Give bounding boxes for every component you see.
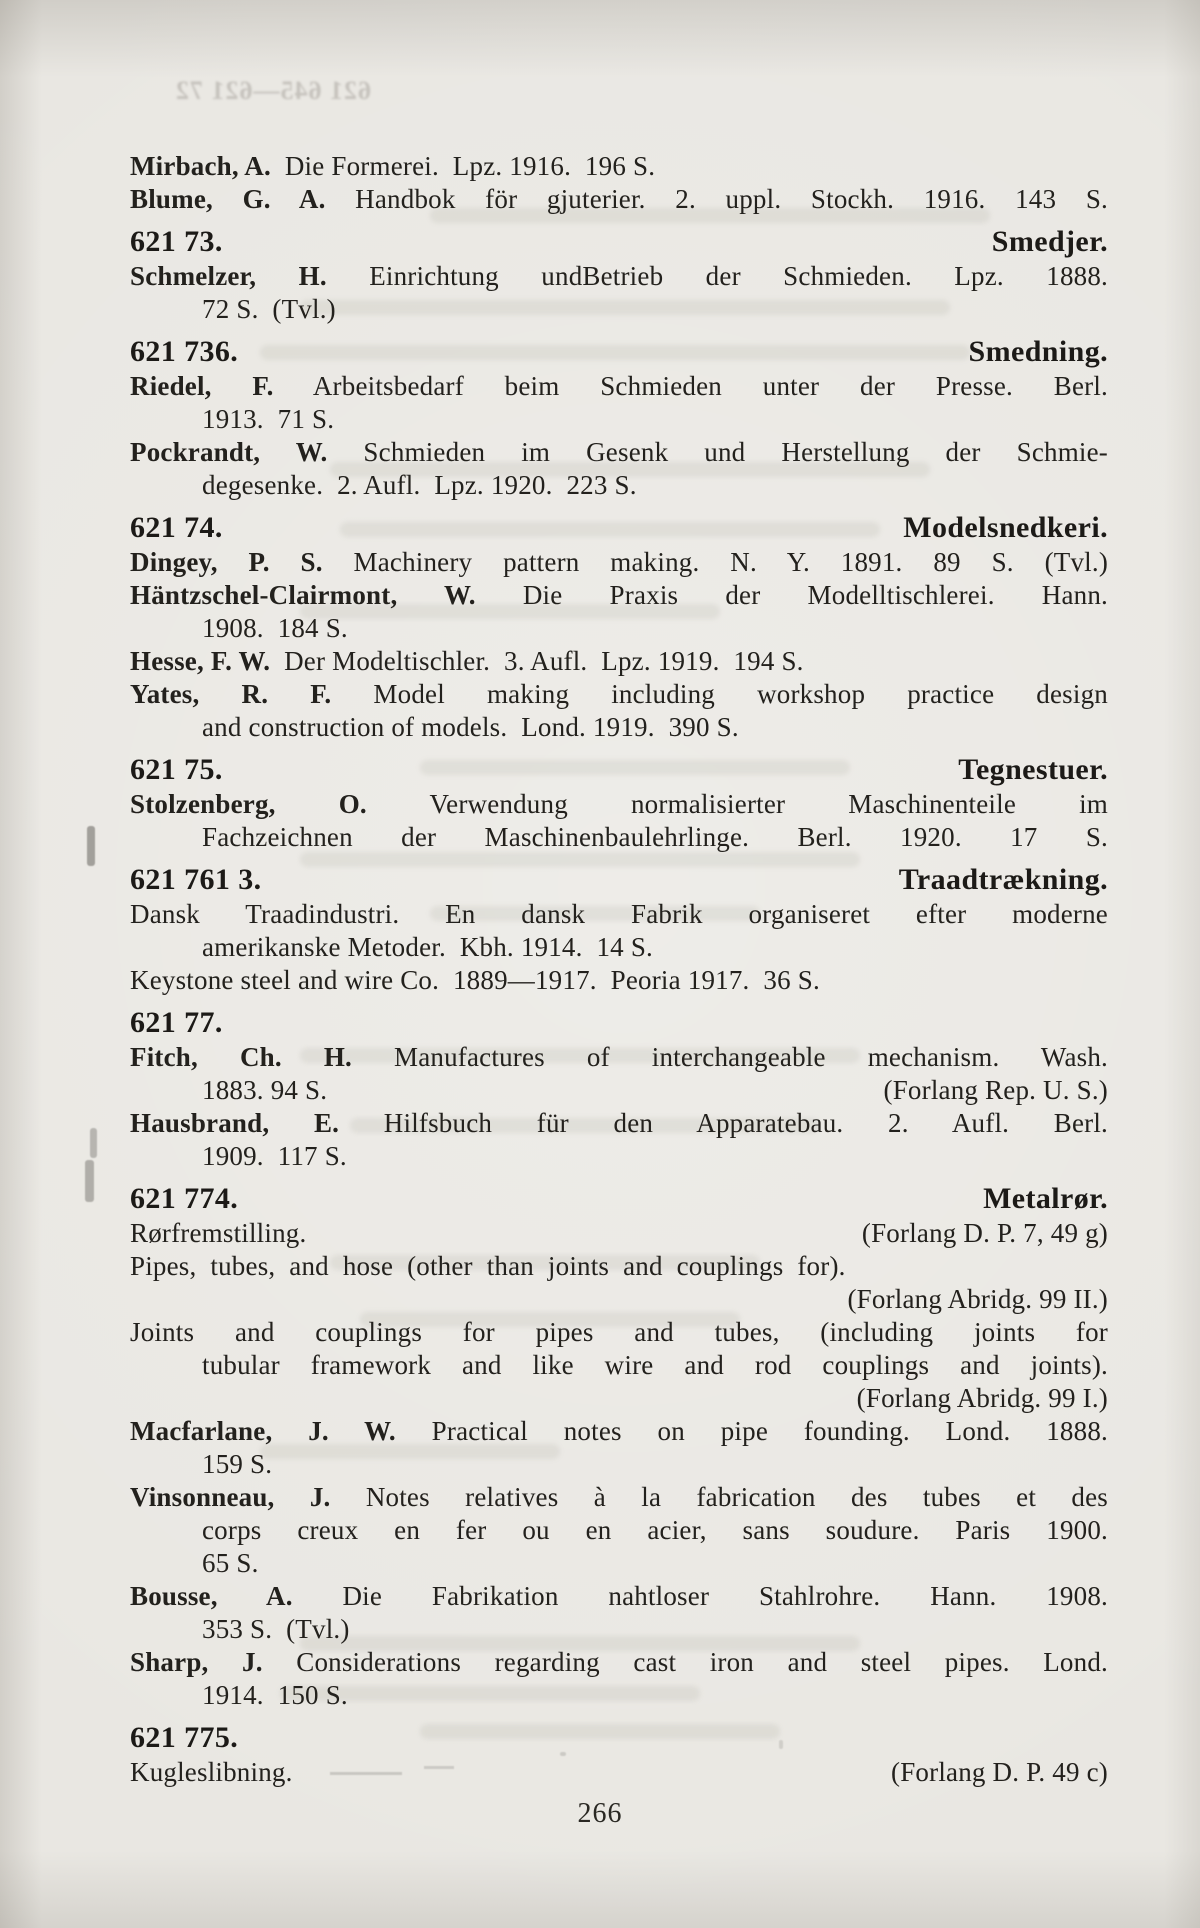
catalog-entry-line: Keystone steel and wire Co. 1889—1917. Peoria 1917. 36 S. [130,965,820,995]
catalog-entry-line: Stolzenberg, O. Verwendung normalisierter Maschinenteile im [130,789,1108,819]
catalog-entry-line: 159 S. [202,1449,273,1479]
author-name: Vinsonneau, J. [130,1482,331,1512]
catalog-entry-line: Bousse, A. Die Fabrikation nahtloser Stahlrohre. Hann. 1908. [130,1581,1108,1611]
catalog-entry-line: 1914. 150 S. [202,1680,348,1710]
catalog-entry-line: Vinsonneau, J. Notes relatives à la fabrication des tubes et des [130,1482,1108,1512]
author-name: Riedel, F. [130,371,274,401]
catalog-entry-line [130,1756,1108,1789]
author-name: Schmelzer, H. [130,261,327,291]
subject-heading: Tegnestuer. [958,753,1108,786]
classification-heading [130,509,1108,546]
classification-number: 621 74. [130,511,223,544]
page-number: 266 [577,1798,623,1829]
entry-text: 1883. 94 S. [202,1075,328,1105]
catalog-entry-line: Riedel, F. Arbeitsbedarf beim Schmieden unter der Presse. Berl. [130,371,1108,401]
author-name: Yates, R. F. [130,679,332,709]
catalog-entry-line: corps creux en fer ou en acier, sans soudure. Paris 1900. [202,1515,1108,1545]
subject-heading: Metalrør. [983,1182,1108,1215]
entry-text: Kugleslibning. [130,1757,293,1787]
catalog-entry-line: Häntzschel-Clairmont, W. Die Praxis der Modelltischlerei. Hann. [130,580,1108,610]
classification-heading [130,751,1108,788]
reference-note: (Forlang Abridg. 99 II.) [847,1284,1108,1314]
catalog-entry-line: 1908. 184 S. [202,613,348,643]
author-name: Fitch, Ch. H. [130,1042,352,1072]
classification-number: 621 75. [130,753,223,786]
author-name: Bousse, A. [130,1581,293,1611]
classification-number: 621 774. [130,1182,239,1215]
catalog-entry-line [130,1217,1108,1250]
author-name: Blume, G. A. [130,184,326,214]
catalog-entry-line: Mirbach, A. Die Formerei. Lpz. 1916. 196 S. [130,151,656,181]
reference-note: (Forlang D. P. 7, 49 g) [861,1218,1108,1248]
reference-note: (Forlang Rep. U. S.) [883,1075,1108,1105]
author-name: Mirbach, A. [130,151,271,181]
catalog-entry-line: 72 S. (Tvl.) [202,294,336,324]
author-name: Pockrandt, W. [130,437,328,467]
catalog-entry-line: Dingey, P. S. Machinery pattern making. N. Y. 1891. 89 S. (Tvl.) [130,547,1109,577]
catalog-entry-line: degesenke. 2. Aufl. Lpz. 1920. 223 S. [202,470,637,500]
catalog-entry-line: Hesse, F. W. Der Modeltischler. 3. Aufl. Lpz. 1919. 194 S. [130,646,804,676]
classification-number: 621 736. [130,335,239,368]
catalog-entry-line: tubular framework and like wire and rod couplings and joints). [202,1350,1108,1380]
classification-number: 621 775. [130,1721,239,1754]
author-name: Dingey, P. S. [130,547,323,577]
author-name: Sharp, J. [130,1647,263,1677]
catalog-entry-line: Schmelzer, H. Einrichtung undBetrieb der Schmieden. Lpz. 1888. [130,261,1108,291]
reference-note: (Forlang Abridg. 99 I.) [856,1383,1108,1413]
scan-artifact [87,826,95,866]
catalog-entry-line: 65 S. [202,1548,259,1578]
subject-heading: Traadtrækning. [898,863,1108,896]
catalog-entry-line: Sharp, J. Considerations regarding cast iron and steel pipes. Lond. [130,1647,1108,1677]
subject-heading: Modelsnedkeri. [903,511,1108,544]
classification-heading [130,1004,1108,1041]
catalog-entry-line: Hausbrand, E. Hilfsbuch für den Apparatebau. 2. Aufl. Berl. [130,1108,1108,1138]
classification-heading [130,1719,1108,1756]
catalog-entry-line: Pipes, tubes, and hose (other than joints and couplings for). [130,1251,846,1281]
classification-heading [130,223,1108,260]
catalog-entry-line: Pockrandt, W. Schmieden im Gesenk und Herstellung der Schmie- [130,437,1108,467]
scan-artifact [90,1128,97,1158]
catalog-entry-line: 353 S. (Tvl.) [202,1614,350,1644]
catalog-entry-line: Blume, G. A. Handbok för gjuterier. 2. uppl. Stockh. 1916. 143 S. [130,184,1108,214]
classification-number: 621 77. [130,1006,223,1039]
author-name: Hausbrand, E. [130,1108,340,1138]
catalog-entry-line: Macfarlane, J. W. Practical notes on pipe founding. Lond. 1888. [130,1416,1108,1446]
catalog-entry-line: Dansk Traadindustri. En dansk Fabrik organiseret efter moderne [130,899,1108,929]
entry-text: Rørfremstilling. [130,1218,307,1248]
catalog-entry-line: 1909. 117 S. [202,1141,347,1171]
classification-heading [130,1180,1108,1217]
author-name: Stolzenberg, O. [130,789,367,819]
catalog-entry-line: Fachzeichnen der Maschinenbaulehrlinge. Berl. 1920. 17 S. [202,822,1108,852]
scan-artifact [85,1160,94,1202]
catalog-entry-line: amerikanske Metoder. Kbh. 1914. 14 S. [202,932,653,962]
catalog-column [130,150,1108,1789]
classification-heading [130,861,1108,898]
classification-number: 621 761 3. [130,863,262,896]
bleed-through-header: 621 645—621 72 [175,76,371,105]
catalog-entry-line: and construction of models. Lond. 1919. 390 S. [202,712,739,742]
author-name: Häntzschel-Clairmont, W. [130,580,476,610]
catalog-entry-line [130,1074,1108,1107]
subject-heading: Smedjer. [991,225,1108,258]
subject-heading: Smedning. [968,335,1108,368]
catalog-entry-line: Yates, R. F. Model making including workshop practice design [130,679,1108,709]
author-name: Macfarlane, J. W. [130,1416,396,1446]
reference-note: (Forlang D. P. 49 c) [891,1757,1108,1787]
catalog-entry-line: Fitch, Ch. H. Manufactures of interchangeable mechanism. Wash. [130,1042,1108,1072]
classification-heading [130,333,1108,370]
author-name: Hesse, F. W. [130,646,271,676]
classification-number: 621 73. [130,225,223,258]
catalog-entry-line: Joints and couplings for pipes and tubes, (including joints for [130,1317,1108,1347]
catalog-entry-line: 1913. 71 S. [202,404,335,434]
